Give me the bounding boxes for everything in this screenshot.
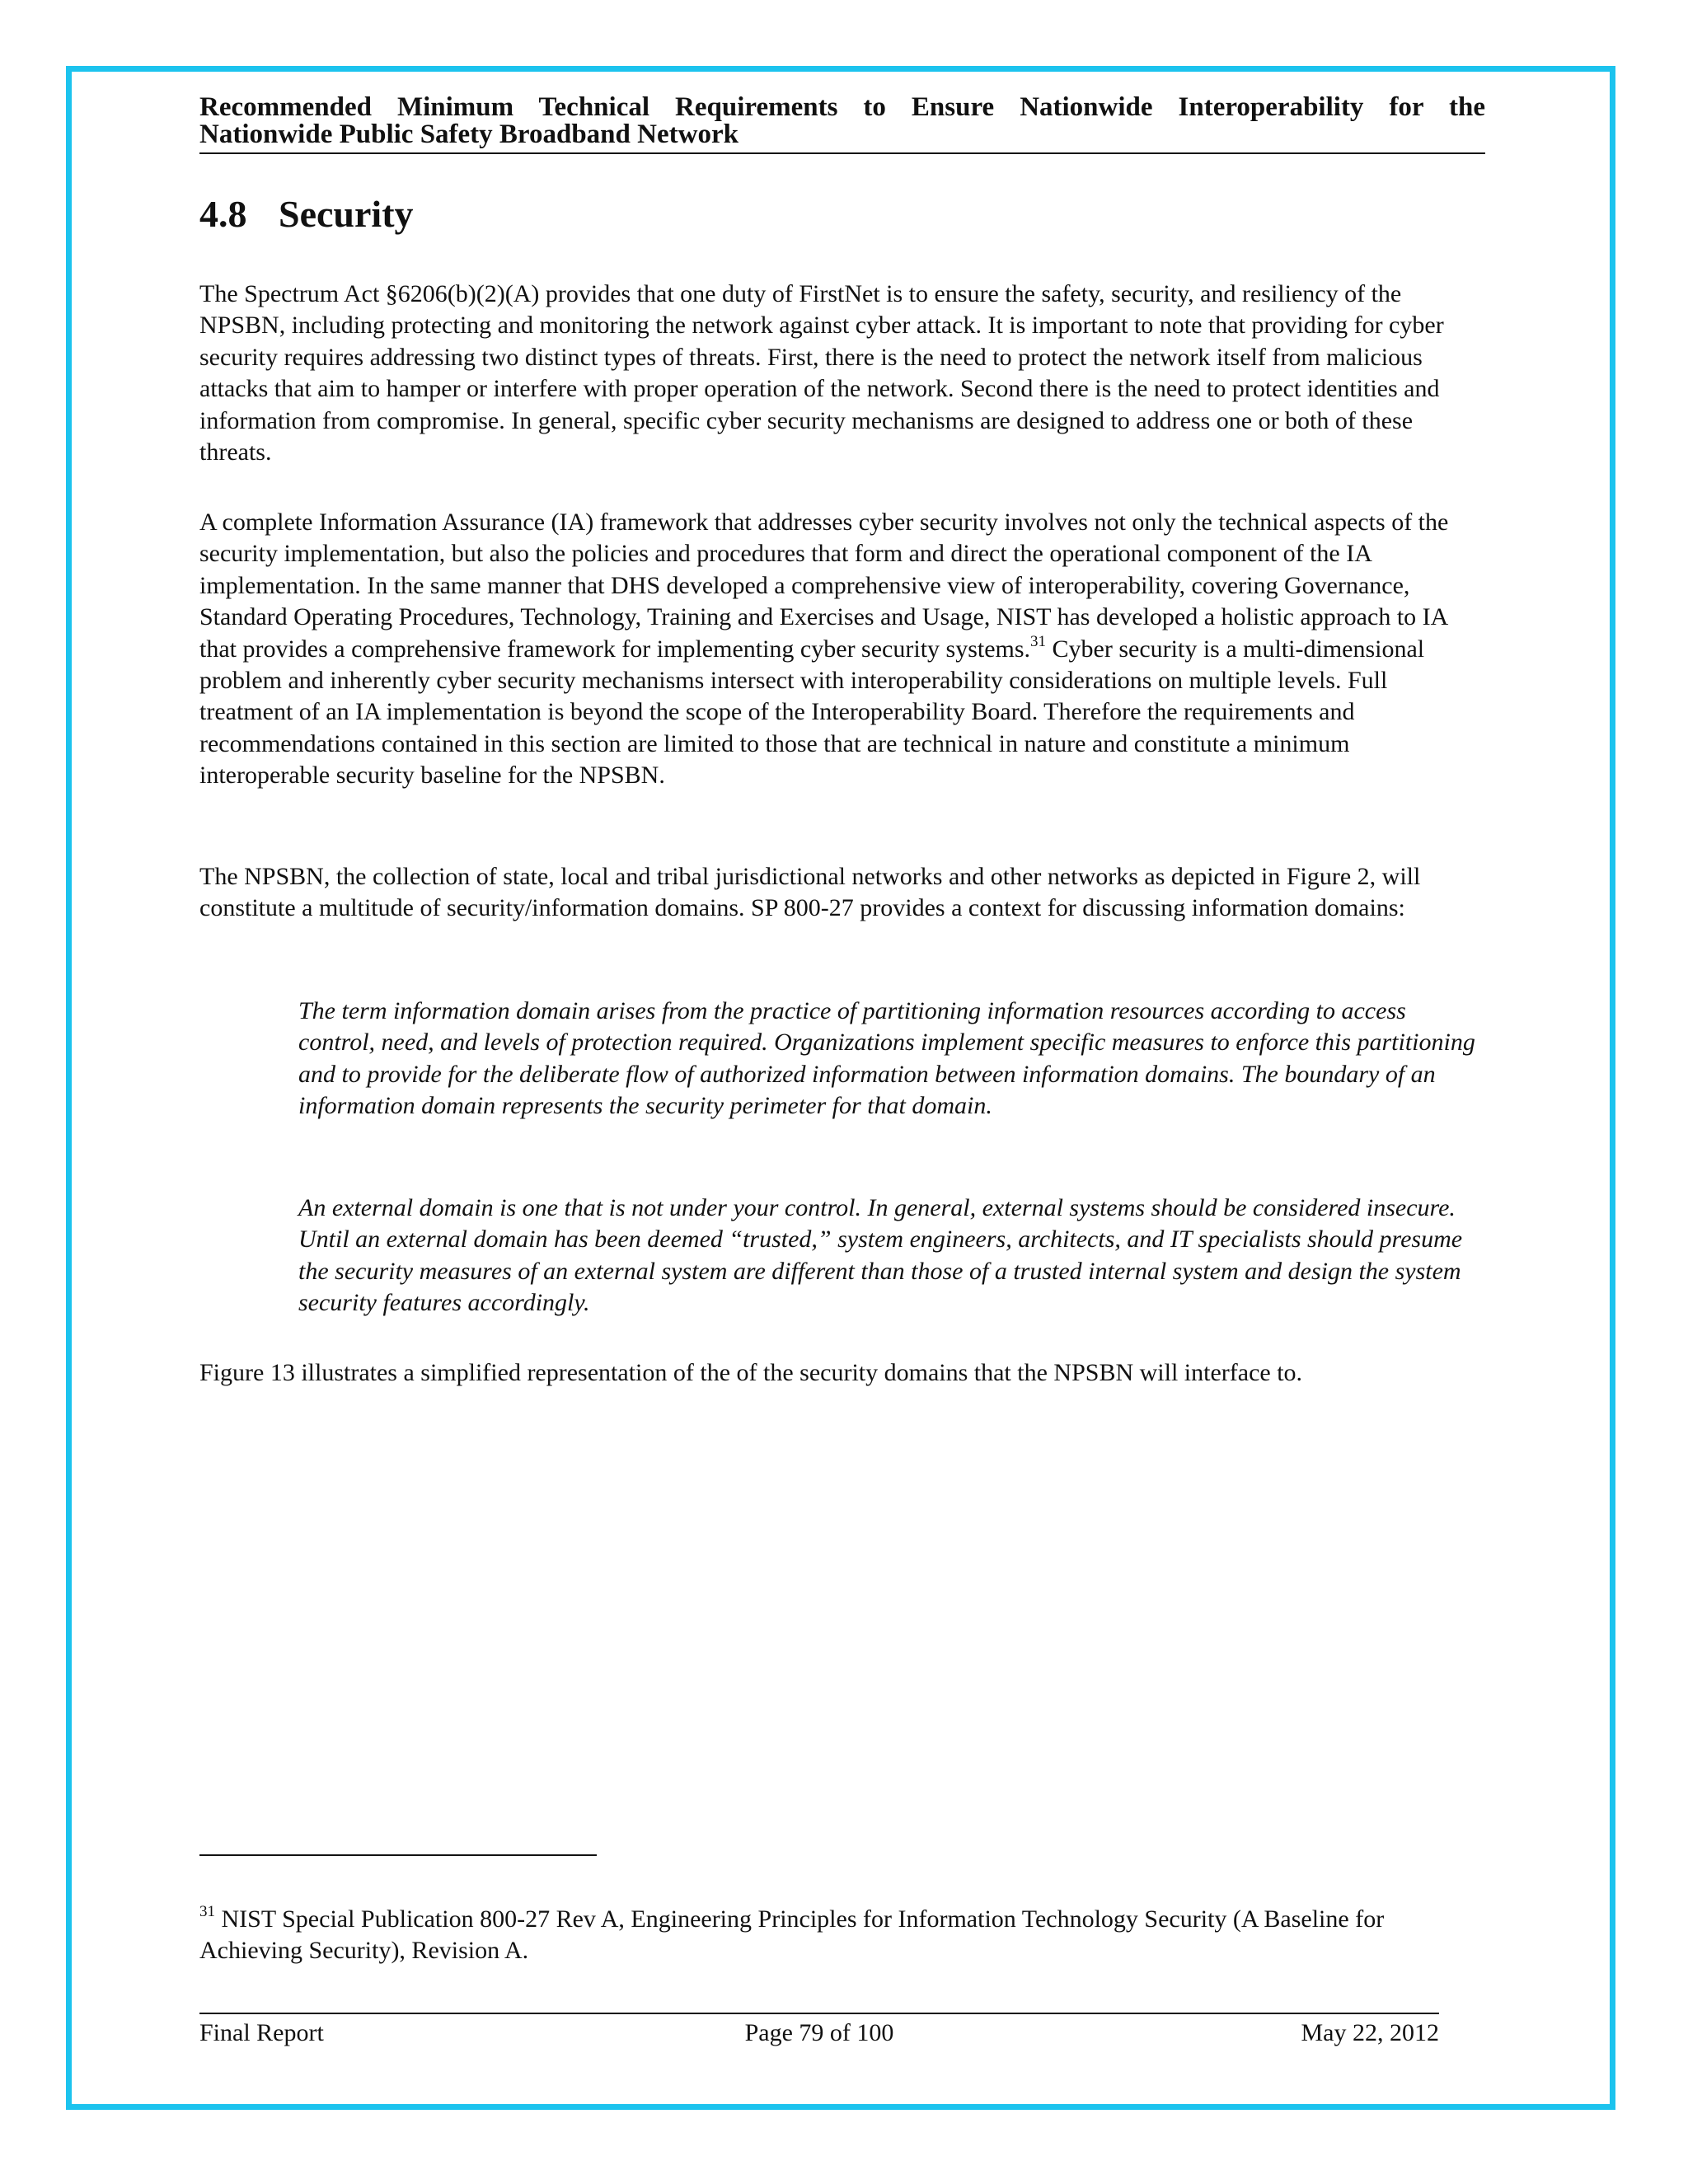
paragraph-figure-reference: Figure 13 illustrates a simplified representation of the of the security domains that the NPSBN will interface to. xyxy=(199,1359,1303,1386)
header-rule xyxy=(199,152,1485,154)
footer-report-label: Final Report xyxy=(199,2019,324,2046)
paragraph-ia-framework xyxy=(199,507,1485,792)
footnote-text: NIST Special Publication 800-27 Rev A, Engineering Principles for Information Technology Security (A Baseline for Achieving Security), Revision A. xyxy=(199,1905,1385,1965)
footnote-number: 31 xyxy=(199,1903,215,1920)
running-header xyxy=(199,94,1485,148)
section-number: 4.8 xyxy=(199,193,247,235)
footer-page-number: Page 79 of 100 xyxy=(744,2019,894,2046)
paragraph-ia-framework-text-b: Cyber security is a multi-dimensional problem and inherently cyber security mechanisms intersect with interoperability considerations on multiple levels. Full treatment of an IA implementation is beyond the scope of the Interoperability Board. Therefore the requirements and recommendations contained in this section are limited to those that are technical in nature and constitute a minimum interoperable security baseline for the NPSBN. xyxy=(199,635,1425,790)
section-heading xyxy=(199,191,414,237)
paragraph-ia-framework-text-a: A complete Information Assurance (IA) framework that addresses cyber security involves not only the technical aspects of the security implementation, but also the policies and procedures that form and direct the operational component of the IA implementation. In the same manner that DHS developed a comprehensive view of interoperability, covering Governance, Standard Operating Procedures, Technology, Training and Exercises and Usage, NIST has developed a holistic approach to IA that provides a comprehensive framework for implementing cyber security systems. xyxy=(199,509,1449,663)
footnote-separator xyxy=(199,1854,597,1856)
section-title: Security xyxy=(279,193,414,235)
footer-date: May 22, 2012 xyxy=(1301,2019,1439,2046)
paragraph-spectrum-act: The Spectrum Act §6206(b)(2)(A) provides that one duty of FirstNet is to ensure the safety, security, and resiliency of the NPSBN, including protecting and monitoring the network against cyber attack. It is important to note that providing for cyber security requires addressing two distinct types of threats. First, there is the need to protect the network itself from malicious attacks that aim to hamper or interfere with proper operation of the network. Second there is the need to protect identities and information from compromise. In general, specific cyber security mechanisms are designed to address one or both of these threats. xyxy=(199,280,1444,466)
footnote xyxy=(199,1904,1485,1967)
footnote-reference[interactable]: 31 xyxy=(1030,632,1047,650)
page-content xyxy=(199,0,1485,2184)
block-quote-external-domain: An external domain is one that is not under your control. In general, external systems should be considered insecure. Until an external domain has been deemed “trusted,” system engineers, architects, and IT specialists should presume the security measures of an external system are different than those of a trusted internal system and design the system security features accordingly. xyxy=(298,1194,1463,1317)
running-header-line-1: Recommended Minimum Technical Requirements to Ensure Nationwide Interoperability for the xyxy=(199,92,1485,122)
running-header-line-2: Nationwide Public Safety Broadband Network xyxy=(199,120,738,149)
paragraph-information-domains: The NPSBN, the collection of state, local and tribal jurisdictional networks and other networks as depicted in Figure 2, will constitute a multitude of security/information domains. SP 800-27 provides a context for discussing information domains: xyxy=(199,863,1421,922)
footer-rule xyxy=(199,2013,1439,2014)
block-quote-information-domain: The term information domain arises from the practice of partitioning information resources according to access control, need, and levels of protection required. Organizations implement specific measures to enforce this partitioning and to provide for the deliberate flow of authorized information between information domains. The boundary of an information domain represents the security perimeter for that domain. xyxy=(298,997,1475,1120)
